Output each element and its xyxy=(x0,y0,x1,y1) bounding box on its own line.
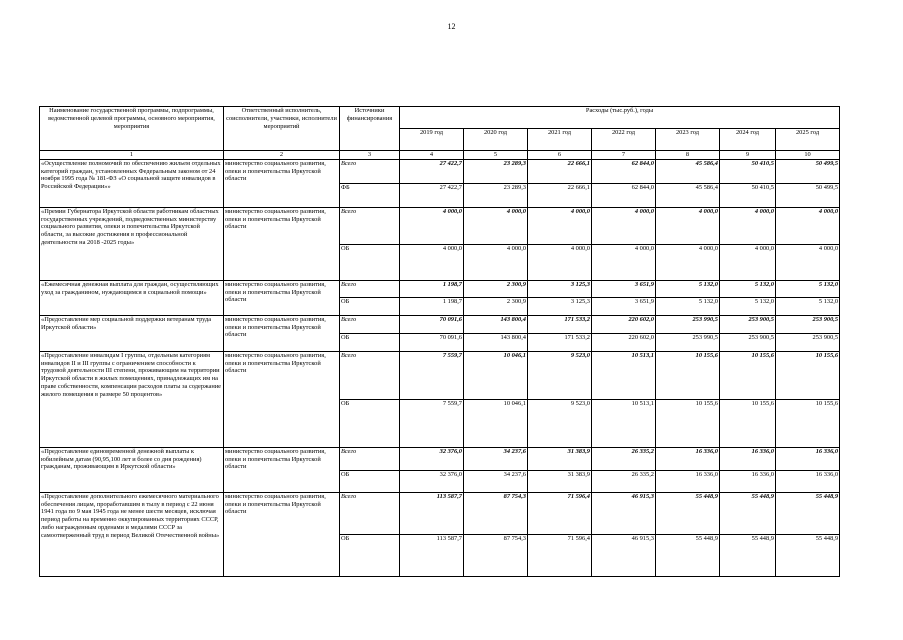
header-program-name: Наименование государственной программы, подпрограммы, ведомственной целевой программы, основного мероприятия, мероприятия xyxy=(40,107,224,151)
total-value: 32 376,0 xyxy=(400,447,464,470)
column-number: 3 xyxy=(340,151,400,160)
header-year: 2024 год xyxy=(720,129,776,151)
sub-value: 16 336,0 xyxy=(776,470,840,492)
program-name: «Ежемесячная денежная выплата для граждан, осуществляющих уход за гражданином, нуждающимся в социальной помощи» xyxy=(40,280,224,315)
total-value: 10 155,6 xyxy=(720,351,776,399)
total-value: 113 587,7 xyxy=(400,492,464,534)
responsible-executor: министерство социального развития, опеки и попечительства Иркутской области xyxy=(224,207,340,280)
total-value: 4 000,0 xyxy=(464,207,528,244)
total-value: 4 000,0 xyxy=(776,207,840,244)
source-total-label: Всего xyxy=(340,492,400,534)
sub-value: 23 289,3 xyxy=(464,183,528,207)
sub-value: 22 666,1 xyxy=(528,183,592,207)
sub-value: 10 155,6 xyxy=(656,399,720,447)
total-value: 10 155,6 xyxy=(776,351,840,399)
sub-value: 4 000,0 xyxy=(656,244,720,280)
sub-value: 4 000,0 xyxy=(528,244,592,280)
total-value: 5 132,0 xyxy=(720,280,776,297)
sub-value: 50 410,5 xyxy=(720,183,776,207)
sub-value: 16 336,0 xyxy=(720,470,776,492)
total-value: 4 000,0 xyxy=(400,207,464,244)
responsible-executor: министерство социального развития, опеки и попечительства Иркутской области xyxy=(224,159,340,207)
total-value: 46 915,3 xyxy=(592,492,656,534)
source-sub-label: ФБ xyxy=(340,183,400,207)
table-row xyxy=(40,280,840,297)
sub-value: 10 513,1 xyxy=(592,399,656,447)
total-value: 5 132,0 xyxy=(776,280,840,297)
column-number: 5 xyxy=(464,151,528,160)
sub-value: 10 046,1 xyxy=(464,399,528,447)
total-value: 10 155,6 xyxy=(656,351,720,399)
sub-value: 62 844,0 xyxy=(592,183,656,207)
total-value: 16 336,0 xyxy=(776,447,840,470)
table-row xyxy=(40,447,840,470)
column-number: 1 xyxy=(40,151,224,160)
sub-value: 7 559,7 xyxy=(400,399,464,447)
program-name: «Предоставление мер социальной поддержки ветеранам труда Иркутской области» xyxy=(40,315,224,351)
sub-value: 32 376,0 xyxy=(400,470,464,492)
total-value: 16 336,0 xyxy=(720,447,776,470)
total-value: 50 410,5 xyxy=(720,159,776,183)
source-sub-label: ОБ xyxy=(340,297,400,315)
source-sub-label: ОБ xyxy=(340,534,400,576)
sub-value: 2 300,9 xyxy=(464,297,528,315)
sub-value: 143 800,4 xyxy=(464,333,528,351)
total-value: 2 300,9 xyxy=(464,280,528,297)
source-sub-label: ОБ xyxy=(340,399,400,447)
sub-value: 253 900,5 xyxy=(776,333,840,351)
source-sub-label: ОБ xyxy=(340,470,400,492)
program-name: «Предоставление дополнительного ежемесячного материального обеспечения лицам, проработавшим в тылу в период с 22 июня 1941 года по 9 мая 1945 года не менее шести месяцев, исключая период работы на временно оккупированных территориях СССР, либо награжденным орденами и медалями СССР за самоотверженный труд в период Великой Отечественной войны» xyxy=(40,492,224,576)
sub-value: 10 155,6 xyxy=(776,399,840,447)
sub-value: 1 198,7 xyxy=(400,297,464,315)
total-value: 55 448,9 xyxy=(720,492,776,534)
sub-value: 16 336,0 xyxy=(656,470,720,492)
table-row xyxy=(40,159,840,183)
total-value: 143 800,4 xyxy=(464,315,528,333)
sub-value: 55 448,9 xyxy=(776,534,840,576)
total-value: 31 383,9 xyxy=(528,447,592,470)
sub-value: 26 335,2 xyxy=(592,470,656,492)
column-number: 8 xyxy=(656,151,720,160)
sub-value: 87 754,3 xyxy=(464,534,528,576)
sub-value: 9 523,0 xyxy=(528,399,592,447)
column-number: 7 xyxy=(592,151,656,160)
header-responsible: Ответственный исполнитель, соисполнители, участники, исполнители мероприятий xyxy=(224,107,340,151)
total-value: 55 448,9 xyxy=(656,492,720,534)
total-value: 62 844,0 xyxy=(592,159,656,183)
total-value: 220 602,0 xyxy=(592,315,656,333)
table-row xyxy=(40,207,840,244)
total-value: 50 499,5 xyxy=(776,159,840,183)
program-name: «Премии Губернатора Иркутской области работникам областных государственных учреждений, подведомственных министерству социального развития, опеки и попечительства Иркутской области, за высокие достижения в профессиональной деятельности на 2018 -2025 годы» xyxy=(40,207,224,280)
source-total-label: Всего xyxy=(340,159,400,183)
sub-value: 10 155,6 xyxy=(720,399,776,447)
responsible-executor: министерство социального развития, опеки и попечительства Иркутской области xyxy=(224,280,340,315)
total-value: 55 448,9 xyxy=(776,492,840,534)
total-value: 70 091,6 xyxy=(400,315,464,333)
total-value: 22 666,1 xyxy=(528,159,592,183)
header-year: 2022 год xyxy=(592,129,656,151)
sub-value: 253 900,5 xyxy=(720,333,776,351)
total-value: 4 000,0 xyxy=(720,207,776,244)
table-row xyxy=(40,351,840,399)
sub-value: 55 448,9 xyxy=(656,534,720,576)
source-sub-label: ОБ xyxy=(340,244,400,280)
sub-value: 5 132,0 xyxy=(720,297,776,315)
responsible-executor: министерство социального развития, опеки и попечительства Иркутской области xyxy=(224,315,340,351)
sub-value: 253 990,5 xyxy=(656,333,720,351)
total-value: 4 000,0 xyxy=(592,207,656,244)
total-value: 7 559,7 xyxy=(400,351,464,399)
program-name: «Предоставление единовременной денежной выплаты к юбилейным датам (90,95,100 лет и более со дня рождения) гражданам, проживающим в Иркутской области» xyxy=(40,447,224,492)
source-total-label: Всего xyxy=(340,207,400,244)
column-number: 10 xyxy=(776,151,840,160)
sub-value: 4 000,0 xyxy=(776,244,840,280)
sub-value: 45 586,4 xyxy=(656,183,720,207)
sub-value: 4 000,0 xyxy=(720,244,776,280)
column-number: 6 xyxy=(528,151,592,160)
total-value: 23 289,3 xyxy=(464,159,528,183)
sub-value: 31 383,9 xyxy=(528,470,592,492)
total-value: 253 900,5 xyxy=(776,315,840,333)
sub-value: 113 587,7 xyxy=(400,534,464,576)
sub-value: 46 915,3 xyxy=(592,534,656,576)
total-value: 71 596,4 xyxy=(528,492,592,534)
total-value: 171 533,2 xyxy=(528,315,592,333)
header-year: 2021 год xyxy=(528,129,592,151)
total-value: 1 198,7 xyxy=(400,280,464,297)
column-number: 9 xyxy=(720,151,776,160)
sub-value: 171 533,2 xyxy=(528,333,592,351)
responsible-executor: министерство социального развития, опеки и попечительства Иркутской области xyxy=(224,492,340,576)
page-number: 12 xyxy=(447,22,456,31)
sub-value: 3 651,9 xyxy=(592,297,656,315)
total-value: 45 586,4 xyxy=(656,159,720,183)
sub-value: 71 596,4 xyxy=(528,534,592,576)
table-row xyxy=(40,315,840,333)
total-value: 3 651,9 xyxy=(592,280,656,297)
source-total-label: Всего xyxy=(340,280,400,297)
budget-table xyxy=(39,106,840,577)
sub-value: 55 448,9 xyxy=(720,534,776,576)
total-value: 27 422,7 xyxy=(400,159,464,183)
total-value: 9 523,0 xyxy=(528,351,592,399)
sub-value: 5 132,0 xyxy=(656,297,720,315)
total-value: 34 237,6 xyxy=(464,447,528,470)
total-value: 10 513,1 xyxy=(592,351,656,399)
total-value: 5 132,0 xyxy=(656,280,720,297)
sub-value: 3 125,3 xyxy=(528,297,592,315)
program-name: «Осуществление полномочий по обеспечению жильем отдельных категорий граждан, установленных Федеральным законом от 24 ноября 1995 года № 181-ФЗ «О социальной защите инвалидов в Российской Федерации»» xyxy=(40,159,224,207)
total-value: 26 335,2 xyxy=(592,447,656,470)
responsible-executor: министерство социального развития, опеки и попечительства Иркутской области xyxy=(224,447,340,492)
header-year: 2019 год xyxy=(400,129,464,151)
header-expenses: Расходы (тыс.руб.), годы xyxy=(400,107,840,129)
total-value: 4 000,0 xyxy=(528,207,592,244)
sub-value: 34 237,6 xyxy=(464,470,528,492)
source-total-label: Всего xyxy=(340,447,400,470)
header-year: 2025 год xyxy=(776,129,840,151)
total-value: 10 046,1 xyxy=(464,351,528,399)
sub-value: 4 000,0 xyxy=(592,244,656,280)
total-value: 253 900,5 xyxy=(720,315,776,333)
header-year: 2020 год xyxy=(464,129,528,151)
source-sub-label: ОБ xyxy=(340,333,400,351)
header-year: 2023 год xyxy=(656,129,720,151)
sub-value: 220 602,0 xyxy=(592,333,656,351)
total-value: 3 125,3 xyxy=(528,280,592,297)
total-value: 87 754,3 xyxy=(464,492,528,534)
source-total-label: Всего xyxy=(340,315,400,333)
column-number: 2 xyxy=(224,151,340,160)
sub-value: 27 422,7 xyxy=(400,183,464,207)
sub-value: 4 000,0 xyxy=(400,244,464,280)
column-number: 4 xyxy=(400,151,464,160)
total-value: 16 336,0 xyxy=(656,447,720,470)
table-row xyxy=(40,492,840,534)
sub-value: 4 000,0 xyxy=(464,244,528,280)
total-value: 253 990,5 xyxy=(656,315,720,333)
sub-value: 5 132,0 xyxy=(776,297,840,315)
sub-value: 70 091,6 xyxy=(400,333,464,351)
sub-value: 50 499,5 xyxy=(776,183,840,207)
program-name: «Предоставление инвалидам I группы, отдельным категориям инвалидов II и III группы с ограничением способности к трудовой деятельности III степени, проживающим на территории Иркутской области в жилых помещениях, принадлежащих им на праве собственности, компенсации расходов платы за содержание жилого помещения в размере 50 процентов» xyxy=(40,351,224,447)
header-funding-source: Источники финансирования xyxy=(340,107,400,151)
responsible-executor: министерство социального развития, опеки и попечительства Иркутской области xyxy=(224,351,340,447)
source-total-label: Всего xyxy=(340,351,400,399)
total-value: 4 000,0 xyxy=(656,207,720,244)
